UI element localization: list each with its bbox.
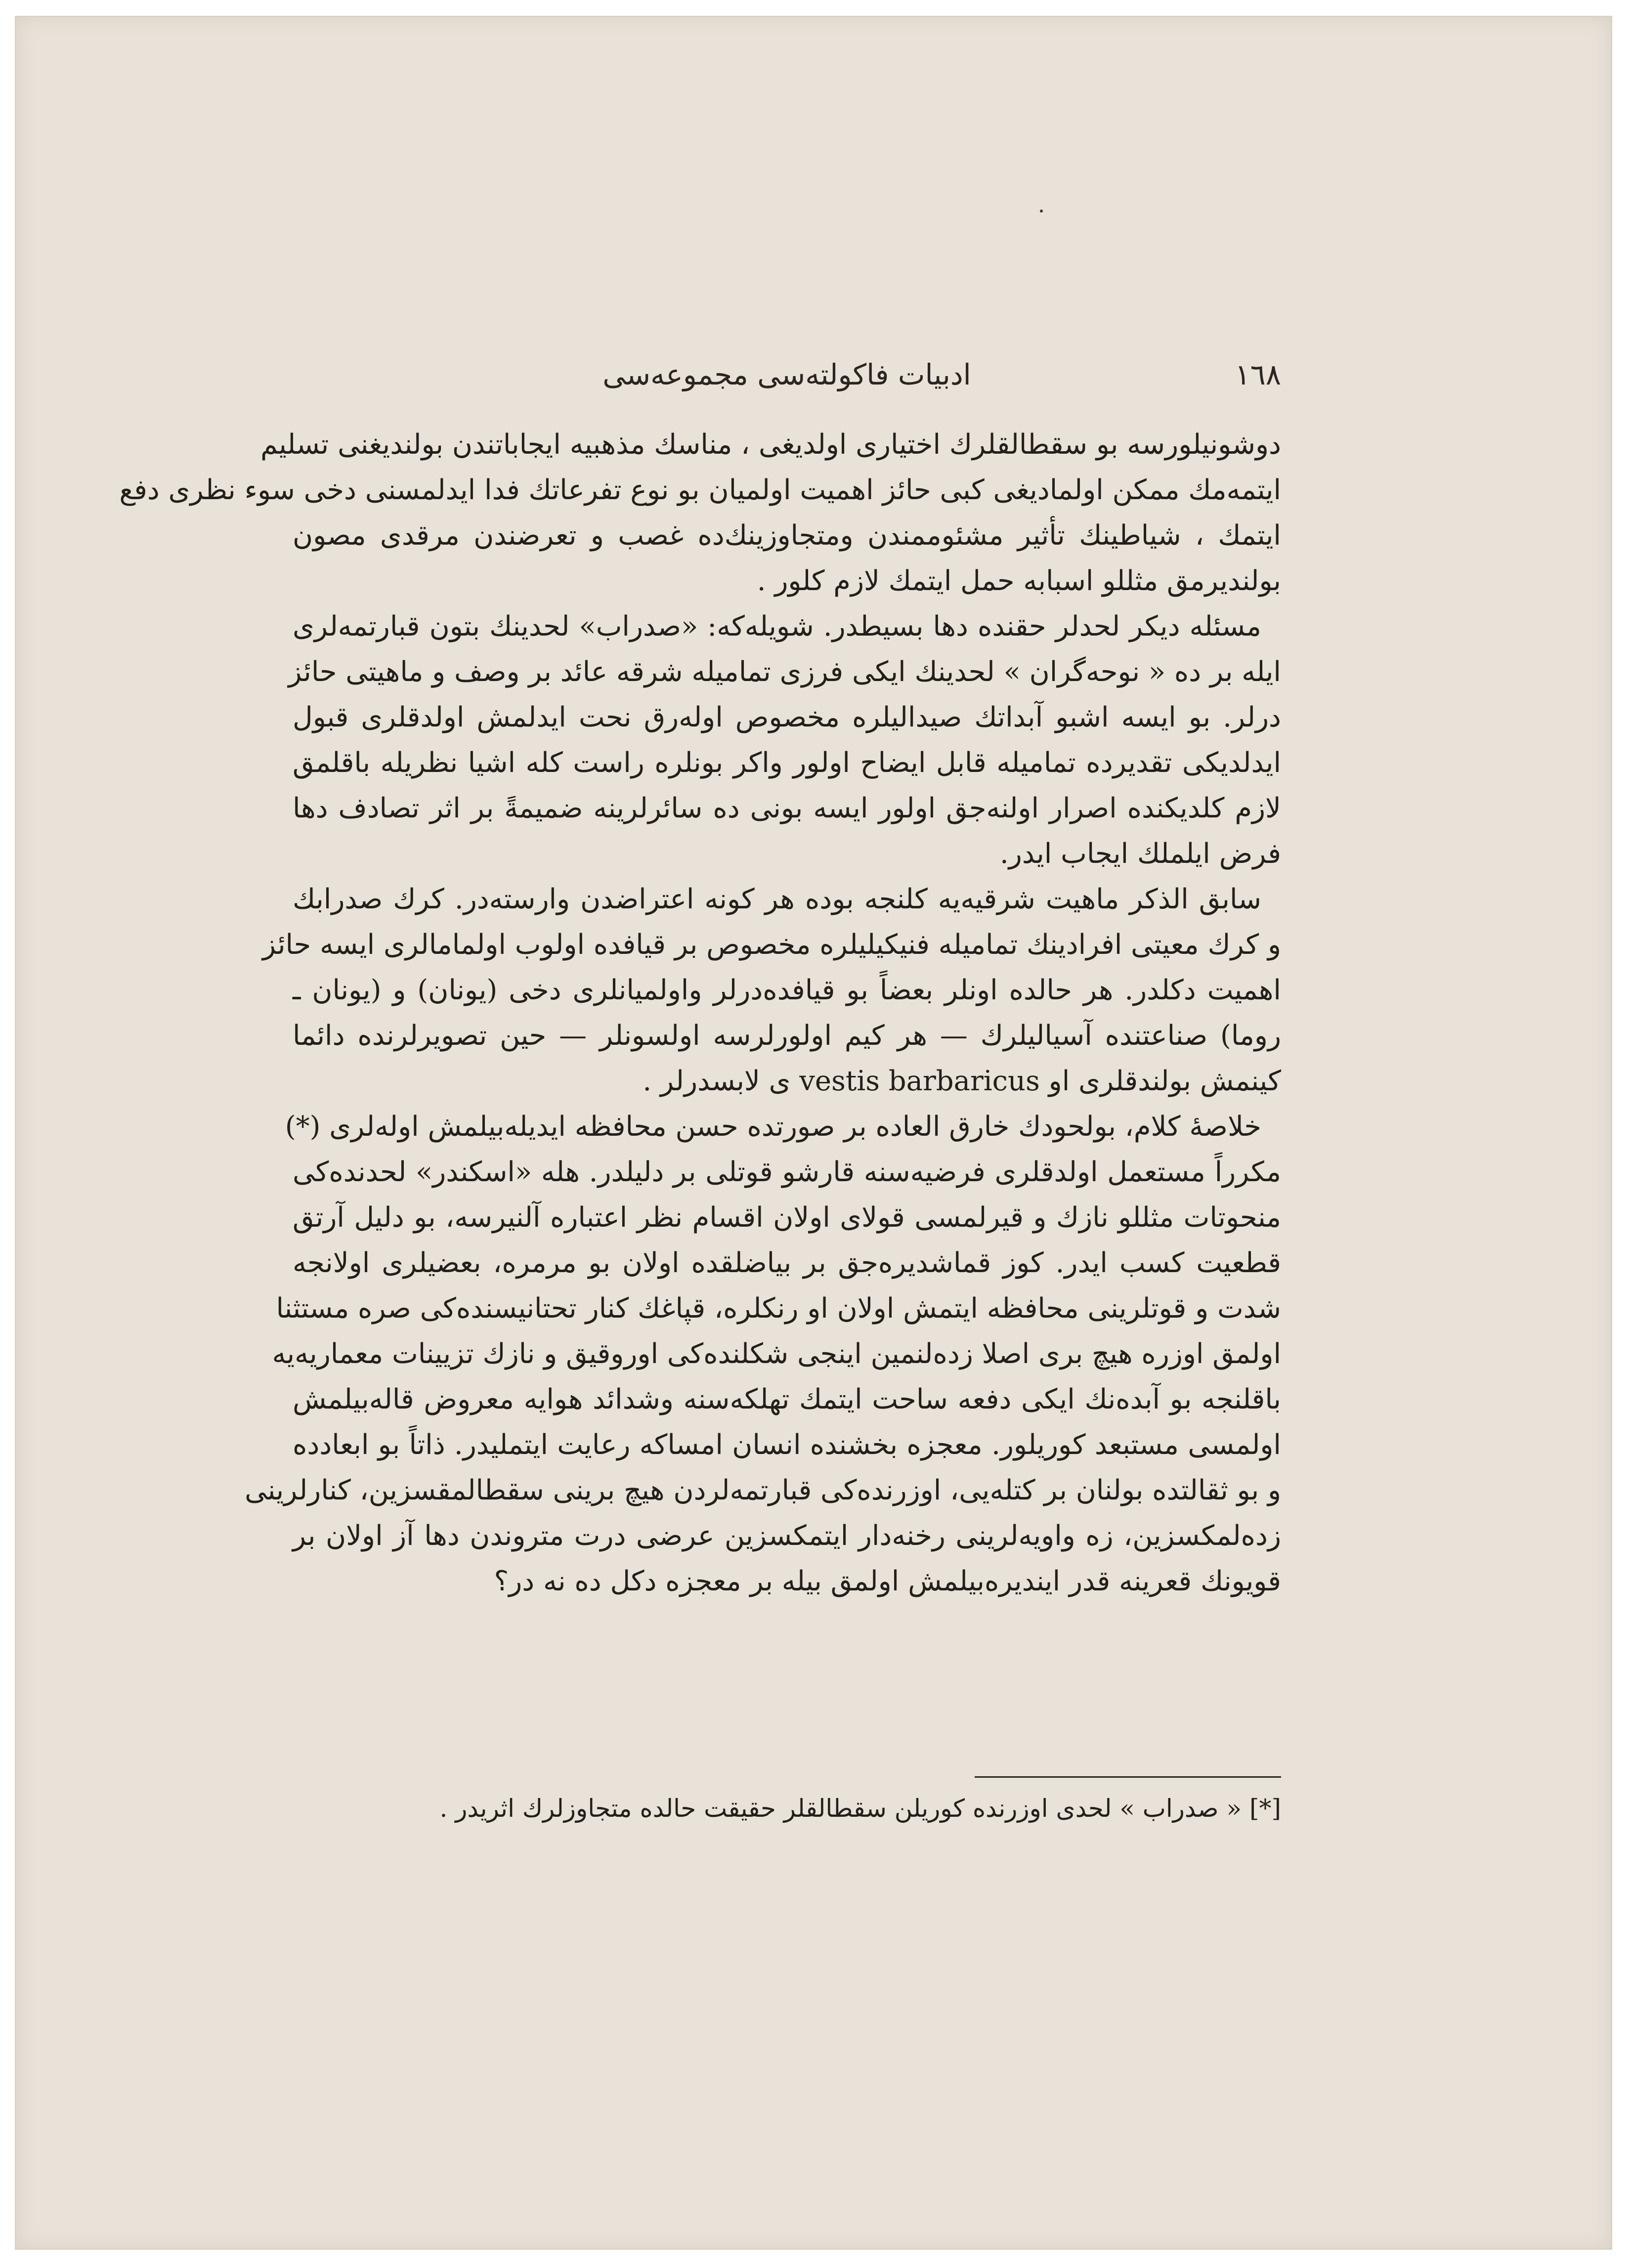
text-line: اهمیت دكلدر. هر حالده اونلر بعضاً بو قیافده‌درلر واولمیانلری دخی (یونان) و (یونان ـ	[293, 974, 1281, 1006]
text-line: ایله بر ده « نوحه‌گران » لحدینك ایكی فرزی تماميله شرقه عائد بر وصف و ماهیتی حائز	[288, 656, 1281, 688]
text-line: قطعیت كسب ایدر. كوز قماشدیره‌جق بر بیاضلقده اولان بو مرمره، بعضیلری اولانجه	[293, 1247, 1281, 1279]
footnote: [*] « صدراب » لحدی اوزرنده كوریلن سقطالقلر حقیقت حالده متجاوزلرك اثریدر .	[439, 1794, 1281, 1823]
text-line: قویونك قعرینه قدر ایندیره‌بیلمش اولمق بیله بر معجزه دكل ده نه در؟	[494, 1565, 1281, 1597]
text-line: منحوتات مثللو نازك و قیرلمسی قولای اولان اقسام نظر اعتباره آلنیرسه، بو دلیل آرتق	[293, 1201, 1281, 1234]
text-line: مكرراً مستعمل اولدقلری فرضیه‌سنه قارشو قوتلی بر دلیلدر. هله «اسكندر» لحدنده‌كی	[293, 1156, 1281, 1188]
footnote-rule	[975, 1776, 1281, 1778]
page-header	[293, 358, 1281, 397]
page-number: ١٦٨	[1235, 358, 1281, 391]
page-sheet	[15, 16, 1612, 2250]
text-line: خلاصهٔ كلام، بولحودك خارق العاده بر صورتده حسن محافظه ایدیله‌بیلمش اوله‌لری (*)	[285, 1111, 1261, 1143]
text-line: روما) صناعتنده آسیالیلرك — هر كیم اولورلرسه اولسونلر — حین تصویرلرنده دائما	[293, 1020, 1281, 1052]
text-line: فرض ایلملك ایجاب ایدر.	[999, 838, 1281, 870]
text-line: دوشونیلورسه بو سقطالقلرك اختیاری اولدیغی ، مناسك مذهبیه ایجاباتندن بولندیغنی تسلیم	[260, 428, 1281, 461]
text-line: ایدلدیكی تقدیرده تماميله قابل ایضاح اولور واكر بونلره راست كله اشیا نظریله باقلمق	[293, 747, 1282, 779]
text-line: بولندیرمق مثللو اسبابه حمل ایتمك لازم كلور .	[757, 565, 1281, 597]
text-line: لازم كلدیكنده اصرار اولنه‌جق اولور ایسه بونی ده سائرلرینه ضمیمةً بر اثر تصادف دها	[293, 792, 1281, 824]
ink-speck	[1040, 210, 1043, 213]
text-line: كینمش بولندقلری او vestis barbaricus ی لابسدرلر .	[643, 1065, 1281, 1097]
text-line: و كرك معیتی افرادینك تماميله فنیكیلیلره مخصوص بر قیافده اولوب اولمامالری ایسه حائز	[262, 929, 1281, 961]
running-title: ادبیات فاکولته‌سی مجموعه‌سی	[602, 358, 971, 391]
paragraph-4	[245, 1104, 1281, 1604]
text-line: و بو ثقالتده بولنان بر كتله‌یی، اوزرنده‌كی قبارتمه‌لردن هیچ برینی سقطالمقسزین، كنارلرینی	[245, 1474, 1281, 1506]
text-line: ایتمك ، شیاطینك تأثیر مشئوممندن ومتجاوزینك‌ده غصب و تعرضندن مرقدی مصون	[293, 519, 1281, 552]
paragraph-2	[288, 604, 1282, 877]
body-text	[119, 422, 1282, 1604]
paragraph-3	[262, 877, 1281, 1104]
text-line: ایتمه‌مك ممكن اولمادیغی كبی حائز اهمیت اولمیان بو نوع تفرعاتك فدا ایدلمسنی دخی سوء نظری دفع	[119, 474, 1281, 506]
paragraph-1	[119, 422, 1281, 604]
text-line: زده‌لمكسزین، زه واویه‌لرینی رخنه‌دار ایتمكسزین عرضی درت متروندن دها آز اولان بر	[293, 1520, 1281, 1552]
text-line: درلر. بو ایسه اشبو آبداتك صیدالیلره مخصوص اوله‌رق نحت ایدلمش اولدقلری قبول	[293, 701, 1281, 733]
text-line: اولمق اوزره هیچ بری اصلا زده‌لنمین اینجی شكلنده‌كی اوروقیق و نازك تزیینات معماریه‌یه	[272, 1338, 1281, 1370]
text-line: سابق الذكر ماهیت شرقیه‌یه كلنجه بوده هر كونه اعتراضدن وارسته‌در. كرك صدرابك	[293, 883, 1262, 915]
text-line: مسئله دیكر لحدلر حقنده دها بسیطدر. شویله‌كه: «صدراب» لحدینك بتون قبارتمه‌لری	[293, 610, 1261, 642]
text-line: شدت و قوتلرینی محافظه ایتمش اولان او رنكلره، قپاغك كنار تحتانیسنده‌كی صره مستثنا	[276, 1292, 1281, 1325]
text-line: اولمسی مستبعد كوریلور. معجزه بخشنده انسان امساكه رعایت ایتملیدر. ذاتاً بو ابعادده	[293, 1429, 1281, 1461]
text-line: باقلنجه بو آبده‌نك ایكی دفعه ساحت ایتمك تهلكه‌سنه وشدائد هوایه معروض قاله‌بیلمش	[293, 1383, 1281, 1415]
